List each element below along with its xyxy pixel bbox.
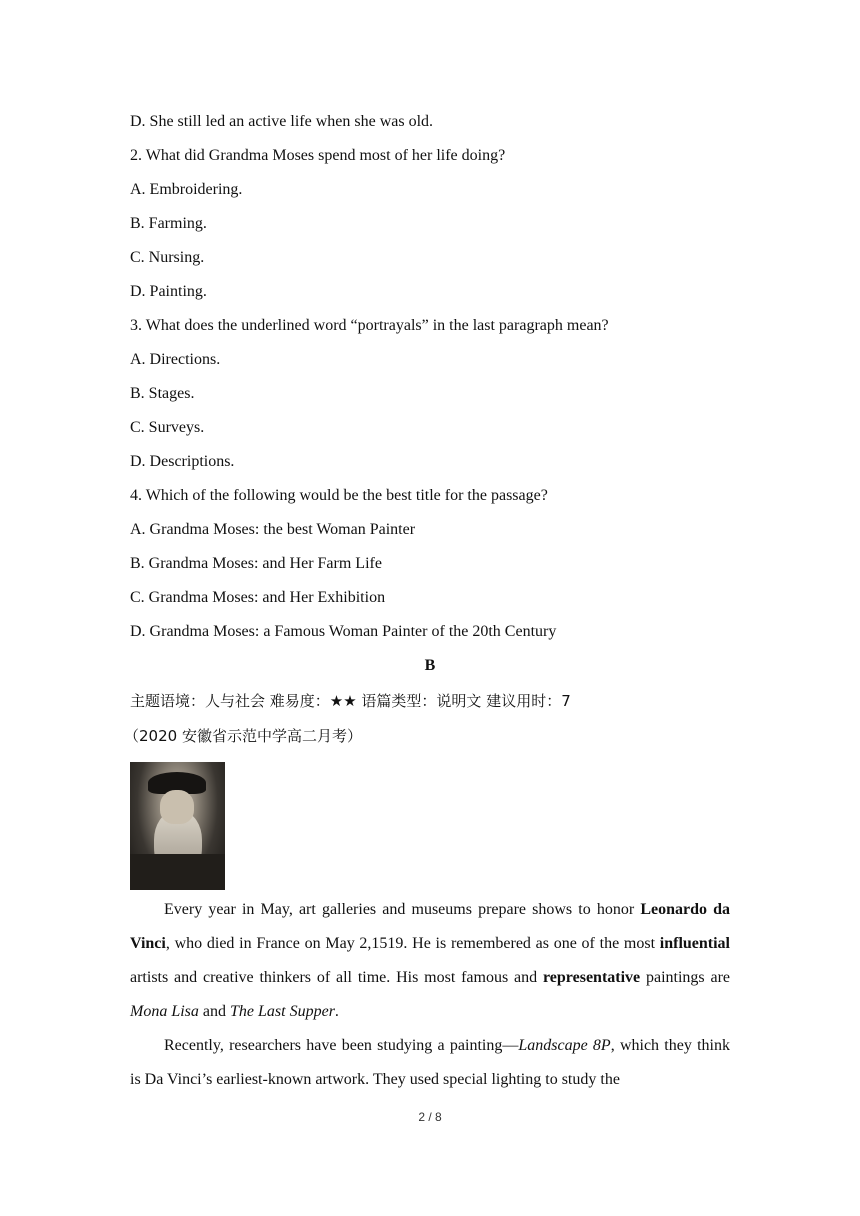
option-line: B. Grandma Moses: and Her Farm Life [130,555,382,572]
artwork-title: The Last Supper [230,1003,335,1020]
option-line: A. Embroidering. [130,181,243,198]
bold-term: representative [542,969,641,986]
option-line: D. Grandma Moses: a Famous Woman Painter of the 20th Century [130,623,557,640]
artwork-title: Mona Lisa [130,1003,199,1020]
question-line: 2. What did Grandma Moses spend most of her life doing? [130,147,506,164]
option-line: C. Grandma Moses: and Her Exhibition [130,589,386,606]
artwork-title: Landscape 8P [518,1037,611,1054]
page-number: 2 / 8 [418,1110,442,1124]
bold-term: influential [659,935,730,952]
paragraph-2: Recently, researchers have been studying a painting—Landscape 8P, which they think is Da Vinci’s earliest-known artwork. They used special lighting to study the [130,1037,730,1088]
passage-meta: 主题语境：人与社会 难易度：★★ 语篇类型：说明文 建议用时：7 [130,692,571,710]
option-line: D. She still led an active life when she was old. [130,113,434,130]
option-line: A. Directions. [130,351,221,368]
option-line: C. Surveys. [130,419,205,436]
passage-source: （2020 安徽省示范中学高二月考） [124,727,362,745]
paragraph-1: Every year in May, art galleries and museums prepare shows to honor Leonardo da Vinci, who died in France on May 2,1519. He is remembered as one of the most influential artists and creative thinkers of all time. His most famous and representative paintings are Mona Lisa and The Last Supper. [130,901,731,1020]
option-line: B. Stages. [130,385,195,402]
question-line: 4. Which of the following would be the best title for the passage? [130,487,548,504]
option-line: A. Grandma Moses: the best Woman Painter [130,521,416,538]
option-line: D. Descriptions. [130,453,235,470]
option-line: C. Nursing. [130,249,205,266]
portrait-image [130,762,225,890]
question-line: 3. What does the underlined word “portrayals” in the last paragraph mean? [130,317,609,334]
option-line: B. Farming. [130,215,207,232]
bold-term: Leonardo da Vinci [130,901,731,952]
section-heading: B [424,657,436,674]
option-line: D. Painting. [130,283,207,300]
